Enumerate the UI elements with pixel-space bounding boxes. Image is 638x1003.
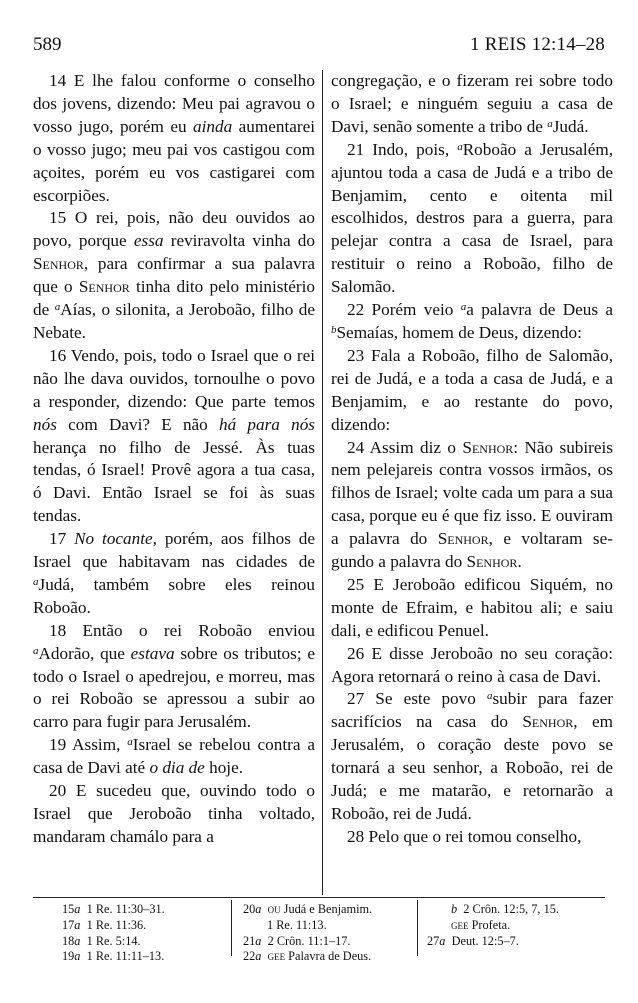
footnotes-column-2 — [243, 902, 413, 965]
footnote: 18a 1 Re. 5:14. — [62, 933, 141, 948]
footnote: 19a 1 Re. 11:11–13. — [62, 949, 165, 964]
footnote: 20a ou Judá e Benjamim. — [243, 902, 373, 916]
footnote: 21a 2 Crôn. 11:1–17. — [243, 933, 351, 948]
footnote: 1 Re. 11:13. — [267, 917, 327, 932]
footnote: 22a gee Palavra de Deus. — [243, 949, 372, 964]
verse-25: 25 E Jeroboão edificou Siquém, no monte de Efraim, e habitou ali; e saiu dali, e edificou Penuel. — [331, 574, 613, 640]
footnote: 17a 1 Re. 11:36. — [62, 917, 147, 932]
column-divider — [322, 70, 323, 895]
footnotes-column-1 — [62, 902, 222, 965]
verse-24: 24 Assim diz o Senhor: Não subireis nem pelejareis contra vossos irmãos, os filhos de Israel; volte cada um para a sua casa, porque eu é que fiz isso. E ouviram a palavra do Senhor, e voltaram segundo a palavra do Senhor. — [331, 437, 613, 572]
footnote-column-divider — [417, 900, 418, 956]
page-header — [33, 34, 605, 60]
verse-19: 19 Assim, $^a$Israel se rebelou contra a casa de Davi até o dia de hoje. — [33, 735, 315, 778]
verse-23: 23 Fala a Roboão, filho de Salomão, rei de Judá, e a toda a casa de Judá, e a Benjamim, e ao restante do povo, dizendo: — [331, 345, 613, 434]
chapter-reference: 1 REIS 12:14–28 — [470, 34, 605, 55]
footnote: b 2 Crôn. 12:5, 7, 15. — [451, 902, 559, 916]
verse-20: 20 E sucedeu que, ouvindo todo o Israel que Jeroboão tinha voltado, mandaram chamálo para a — [33, 781, 315, 846]
footnote: gee Profeta. — [451, 917, 511, 932]
verse-21: 21 Indo, pois, $^a$Roboão a Jerusalém, ajuntou toda a casa de Judá e a tribo de Benjamim, cento e oitenta mil escolhidos, destros para a guerra, para pelejar contra a casa de Israel, para restituir o reino a Roboão, filho de Salomão. — [331, 139, 613, 297]
footnote-column-divider — [231, 900, 232, 956]
verse-17: 17 No tocante, porém, aos filhos de Israel que habitavam nas cidades de $^a$Judá, também sobre eles reinou Roboão. — [33, 529, 315, 617]
verse-28: 28 Pelo que o rei tomou conselho, — [347, 826, 582, 846]
verse-27: 27 Se este povo $^a$subir para fazer sacrifícios na casa do Senhor, em Jerusalém, o coração deste povo se tornará a seu senhor, a Roboão, rei de Judá; e me matarão, e retornarão a Roboão, rei de Judá. — [331, 689, 613, 823]
verse-14: 14 E lhe falou conforme o conselho dos jovens, dizendo: Meu pai agravou o vosso jugo, porém eu ainda aumentarei o vosso jugo; meu pai vos castigou com açoites, porém eu vos castigarei com escorpiões. — [33, 71, 315, 205]
verse-22: 22 Porém veio $^a$a palavra de Deus a $^b$Semaías, homem de Deus, dizendo: — [331, 300, 613, 342]
left-text-column — [33, 70, 315, 892]
page-number: 589 — [33, 34, 62, 55]
verse-16: 16 Vendo, pois, todo o Israel que o rei não lhe dava ouvidos, tornoulhe o povo a responder, dizendo: Que parte temos nós com Davi? E não há para nós herança no filho de Jessé. Às tuas tendas, ó Israel! Provê agora a tua casa, ó Davi. Então Israel se foi às suas tendas. — [33, 345, 315, 526]
right-text-column — [331, 70, 613, 892]
footnote: 27a Deut. 12:5–7. — [427, 933, 519, 948]
verse-26: 26 E disse Jeroboão no seu coração: Agora retornará o reino à casa de Davi. — [331, 643, 613, 686]
verse-15: 15 O rei, pois, não deu ouvidos ao povo, porque essa reviravolta vinha do Senhor, para confirmar a sua palavra que o Senhor tinha dito pelo ministério de $^a$Aías, o silonita, a Jeroboão, filho de Nebate. — [33, 208, 315, 342]
footnotes-column-3 — [427, 902, 607, 949]
verse-18: 18 Então o rei Roboão enviou $^a$Adorão, que estava sobre os tributos; e todo o Israel o apedrejou, e morreu, mas o rei Roboão se apressou a subir ao carro para fugir para Jerusalém. — [33, 620, 315, 732]
footnote: 15a 1 Re. 11:30–31. — [62, 902, 165, 916]
footnote-divider — [33, 897, 605, 898]
verse-20-continued: congregação, e o fizeram rei sobre todo o Israel; e ninguém seguiu a casa de Davi, senão somente a tribo de $^a$Judá. — [331, 71, 613, 136]
